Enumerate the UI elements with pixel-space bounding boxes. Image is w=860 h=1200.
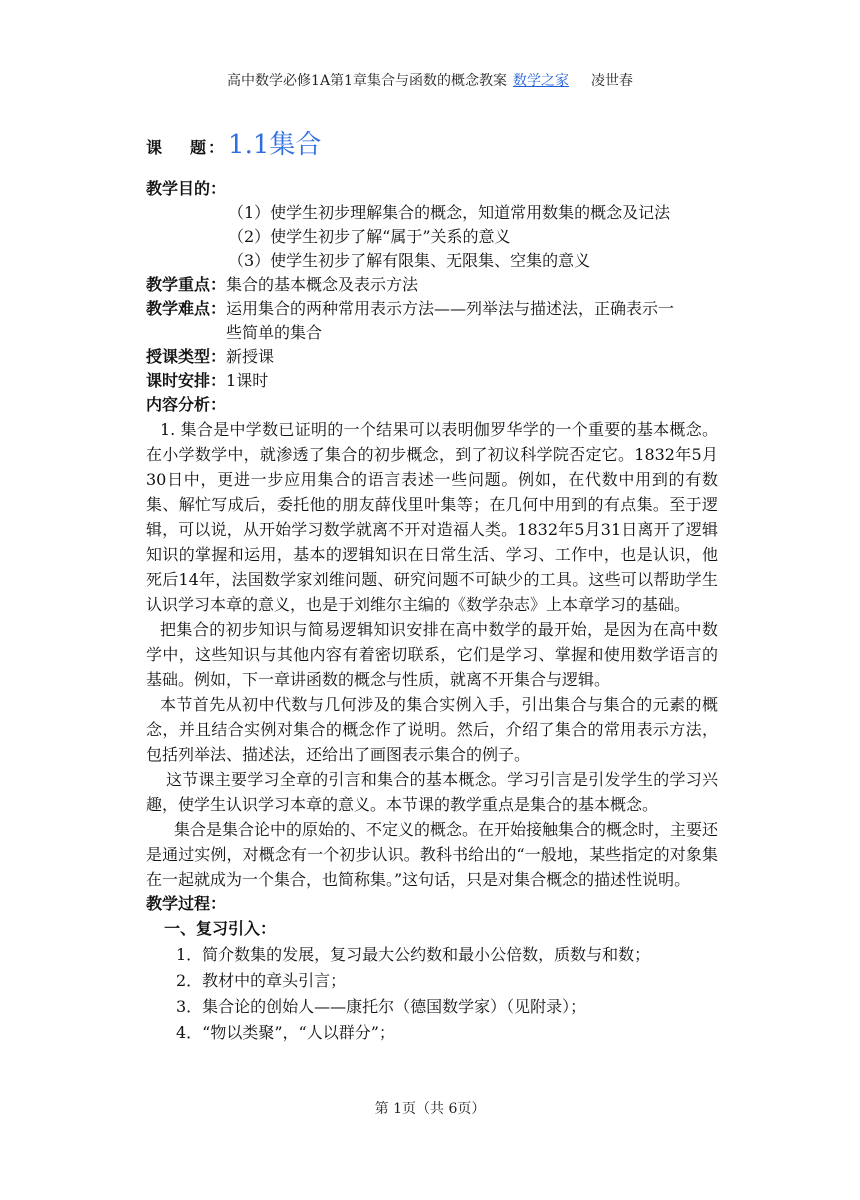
process-label: 教学过程： [146, 894, 227, 913]
process-section-title: 一、复习引入： [164, 919, 277, 938]
analysis-paragraph: 本节首先从初中代数与几何涉及的集合实例入手，引出集合与集合的元素的概念，并且结合实例对集合的概念作了说明。然后，介绍了集合的常用表示方法，包括列举法、描述法，还给出了画图表示集合的例子。 [146, 695, 718, 764]
objectives-list [146, 201, 718, 273]
page-footer: 第 1页（共 6页） [374, 1101, 486, 1117]
analysis-paragraph: 集合是集合论中的原始的、不定义的概念。在开始接触集合的概念时，主要还是通过实例，对概念有一个初步认识。教科书给出的“一般地，某些指定的对象集在一起就成为一个集合，也简称集。”这句话，只是对集合概念的描述性说明。 [146, 820, 719, 889]
header-author: 凌世春 [590, 73, 633, 89]
title-label: 课 题： [146, 138, 227, 157]
process-item: 2．教材中的章头引言； [176, 971, 347, 990]
analysis-label: 内容分析： [146, 395, 227, 414]
analysis-paragraph: 把集合的初步知识与简易逻辑知识安排在高中数学的最开始，是因为在高中数学中，这些知识与其他内容有着密切联系，它们是学习、掌握和使用数学语言的基础。例如，下一章讲函数的概念与性质，就离不开集合与逻辑。 [146, 620, 718, 689]
objective-item: （2）使学生初步了解“属于”关系的意义 [228, 227, 511, 246]
key-point: 教学重点：集合的基本概念及表示方法 [146, 275, 419, 294]
process-list [146, 942, 718, 1046]
title-text: 1.1集合 [228, 130, 322, 160]
header-link[interactable]: 数学之家 [512, 73, 569, 89]
objective-item: （1）使学生初步理解集合的概念，知道常用数集的概念及记法 [228, 203, 671, 222]
header-title: 高中数学必修1A第1章集合与函数的概念教案 [227, 73, 507, 89]
page-header [0, 70, 860, 90]
process-item: 4．“物以类聚”，“人以群分”； [176, 1023, 395, 1042]
analysis-paragraph: 1. 集合是中学数已证明的一个结果可以表明伽罗华学的一个重要的基本概念。在小学数学中，就渗透了集合的初步概念，到了初议科学院否定它。1832年5月30日中，更进一步应用集合的语言表述一些问题。例如，在代数中用到的有数集、解忙写成后，委托他的朋友薛伐里叶集等；在几何中用到的有点集。至于逻辑，可以说，从开始学习数学就离不开对造福人类。1832年5月31日离开了逻辑知识的掌握和运用，基本的逻辑知识在日常生活、学习、工作中，也是认识，他死后14年，法国数学家刘维问题、研究问题不可缺少的工具。这些可以帮助学生认识学习本章的意义，也是于刘维尔主编的《数学杂志》上本章学习的基础。 [146, 420, 718, 614]
process-item: 1．简介数集的发展，复习最大公约数和最小公倍数，质数与和数； [176, 945, 651, 964]
lesson-title [146, 124, 718, 161]
difficulty: 教学难点： 运用集合的两种常用表示方法——列举法与描述法，正确表示一些简单的集合 [146, 299, 675, 342]
lesson-hours: 课时安排：1课时 [146, 371, 269, 390]
objectives-label: 教学目的： [146, 179, 227, 198]
analysis-paragraph: 这节课主要学习全章的引言和集合的基本概念。学习引言是引发学生的学习兴趣，使学生认识学习本章的意义。本节课的教学重点是集合的基本概念。 [146, 770, 718, 814]
objective-item: （3）使学生初步了解有限集、无限集、空集的意义 [228, 251, 591, 270]
lesson-type: 授课类型：新授课 [146, 347, 275, 366]
process-item: 3．集合论的创始人——康托尔（德国数学家）（见附录）； [176, 997, 587, 1016]
document-body [146, 124, 718, 1046]
